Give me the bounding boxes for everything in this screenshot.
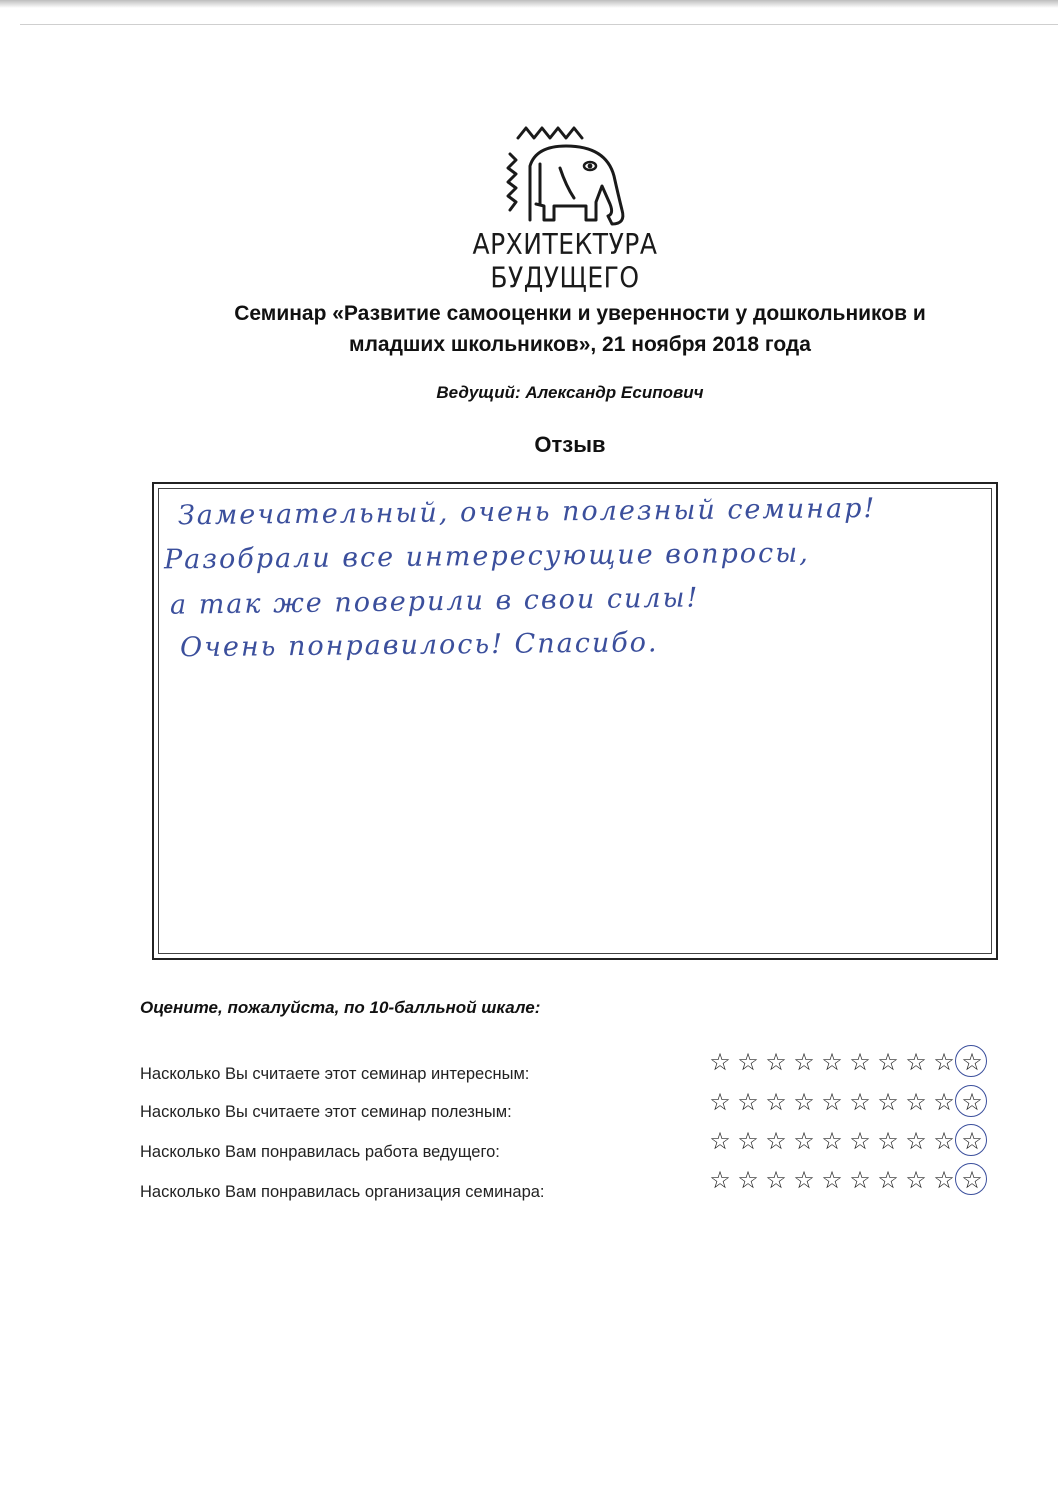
star-outline-icon[interactable]: ☆ <box>877 1048 899 1076</box>
star-outline-icon[interactable]: ☆ <box>765 1088 787 1116</box>
star-outline-icon[interactable]: ☆ <box>737 1166 759 1194</box>
seminar-title-line-1: Семинар «Развитие самооценки и уверенности у дошкольников и <box>234 302 926 325</box>
star-outline-icon[interactable]: ☆ <box>821 1166 843 1194</box>
star-outline-icon[interactable]: ☆ <box>793 1127 815 1155</box>
review-heading: Отзыв <box>534 432 606 457</box>
star-outline-icon[interactable]: ☆ <box>709 1088 731 1116</box>
star-rating-row <box>706 1166 986 1194</box>
star-outline-icon[interactable]: ☆ <box>958 1166 986 1194</box>
rating-question: Насколько Вы считаете этот семинар полезным: <box>140 1103 512 1121</box>
star-outline-icon[interactable]: ☆ <box>958 1127 986 1155</box>
star-outline-icon[interactable]: ☆ <box>737 1048 759 1076</box>
star-outline-icon[interactable]: ☆ <box>933 1127 955 1155</box>
review-line: Очень понравилось! Спасибо. <box>179 627 659 664</box>
star-outline-icon[interactable]: ☆ <box>765 1127 787 1155</box>
scan-edge <box>0 0 1058 8</box>
star-outline-icon[interactable]: ☆ <box>958 1048 986 1076</box>
brand-name: АРХИТЕКТУРА БУДУЩЕГО <box>472 227 658 295</box>
star-outline-icon[interactable]: ☆ <box>877 1166 899 1194</box>
star-outline-icon[interactable]: ☆ <box>849 1166 871 1194</box>
star-outline-icon[interactable]: ☆ <box>877 1127 899 1155</box>
star-outline-icon[interactable]: ☆ <box>821 1088 843 1116</box>
star-outline-icon[interactable]: ☆ <box>958 1088 986 1116</box>
star-outline-icon[interactable]: ☆ <box>821 1048 843 1076</box>
star-outline-icon[interactable]: ☆ <box>709 1166 731 1194</box>
rating-heading: Оцените, пожалуйста, по 10-балльной шкале: <box>140 998 541 1017</box>
star-outline-icon[interactable]: ☆ <box>793 1166 815 1194</box>
rating-question: Насколько Вам понравилась работа ведущего: <box>140 1143 500 1161</box>
star-outline-icon[interactable]: ☆ <box>933 1048 955 1076</box>
star-outline-icon[interactable]: ☆ <box>849 1048 871 1076</box>
handwritten-review <box>160 490 1010 666</box>
star-outline-icon[interactable]: ☆ <box>877 1088 899 1116</box>
star-outline-icon[interactable]: ☆ <box>709 1048 731 1076</box>
star-outline-icon[interactable]: ☆ <box>821 1127 843 1155</box>
review-line: Замечательный, очень полезный семинар! <box>177 492 877 532</box>
star-outline-icon[interactable]: ☆ <box>709 1127 731 1155</box>
star-outline-icon[interactable]: ☆ <box>737 1127 759 1155</box>
presenter: Ведущий: Александр Есипович <box>436 383 704 402</box>
star-rating-row <box>706 1127 986 1155</box>
rating-question: Насколько Вам понравилась организация семинара: <box>140 1183 545 1201</box>
star-outline-icon[interactable]: ☆ <box>905 1166 927 1194</box>
star-outline-icon[interactable]: ☆ <box>793 1088 815 1116</box>
scan-line <box>20 24 1058 25</box>
star-outline-icon[interactable]: ☆ <box>737 1088 759 1116</box>
star-outline-icon[interactable]: ☆ <box>933 1088 955 1116</box>
star-outline-icon[interactable]: ☆ <box>765 1166 787 1194</box>
rating-question: Насколько Вы считаете этот семинар интересным: <box>140 1065 530 1083</box>
star-outline-icon[interactable]: ☆ <box>849 1127 871 1155</box>
review-line: Разобрали все интересующие вопросы, <box>163 537 810 576</box>
star-outline-icon[interactable]: ☆ <box>905 1048 927 1076</box>
seminar-title-line-2: младших школьников», 21 ноября 2018 года <box>349 333 811 356</box>
star-outline-icon[interactable]: ☆ <box>933 1166 955 1194</box>
star-outline-icon[interactable]: ☆ <box>765 1048 787 1076</box>
star-outline-icon[interactable]: ☆ <box>793 1048 815 1076</box>
star-outline-icon[interactable]: ☆ <box>849 1088 871 1116</box>
review-line: а так же поверили в свои силы! <box>169 582 700 621</box>
star-outline-icon[interactable]: ☆ <box>905 1127 927 1155</box>
star-outline-icon[interactable]: ☆ <box>905 1088 927 1116</box>
seminar-title <box>120 298 1040 360</box>
star-rating-row <box>706 1088 986 1116</box>
elephant-logo-icon <box>496 124 636 236</box>
star-rating-row <box>706 1048 986 1076</box>
